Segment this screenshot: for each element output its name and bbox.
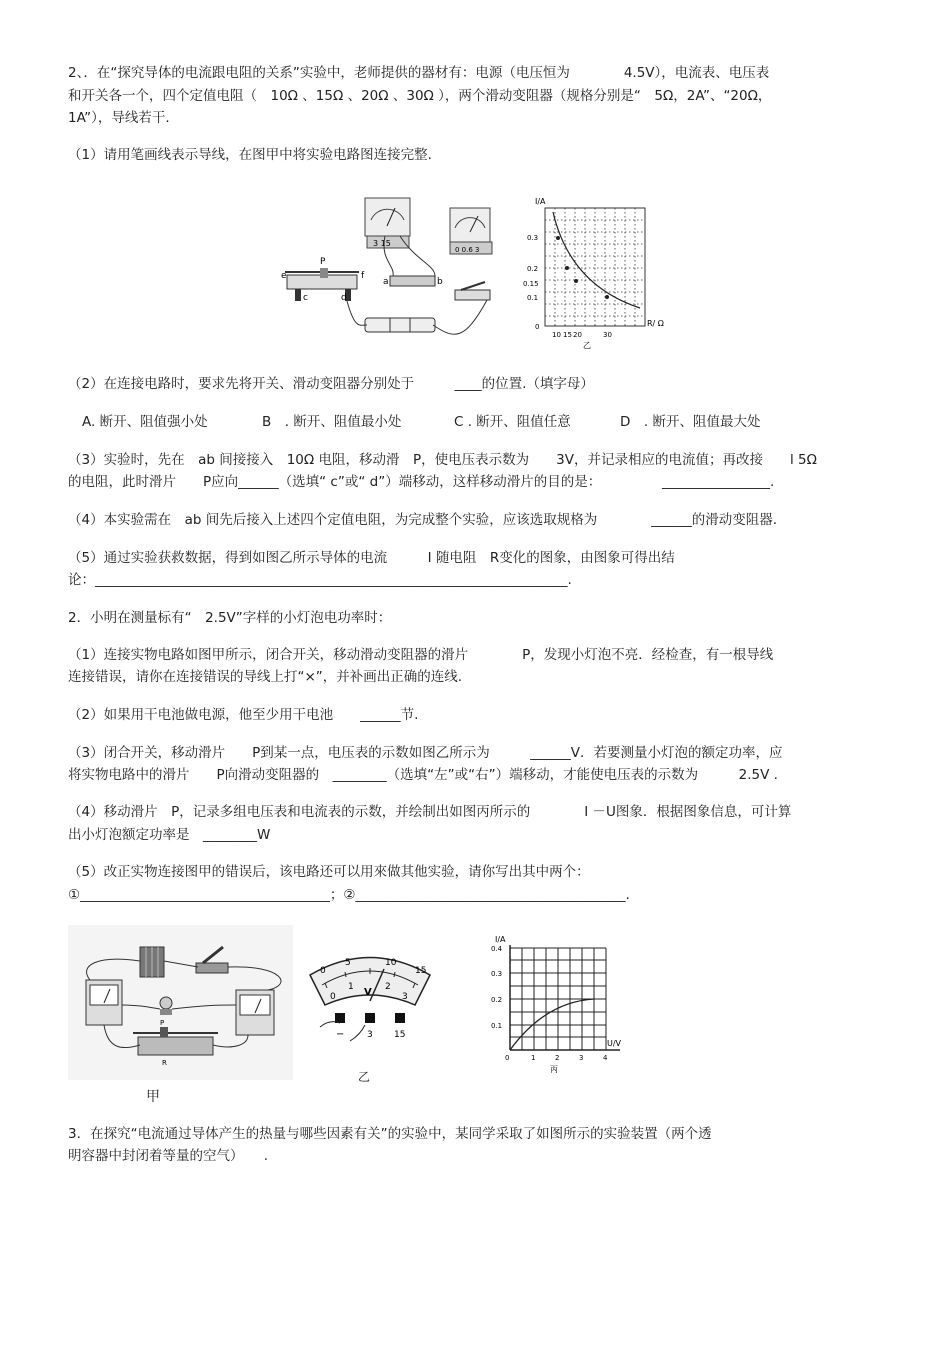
- q1-terminal-b: b: [437, 277, 443, 287]
- q2-graph-x-tick: 1: [531, 1054, 536, 1062]
- q2-ammeter: [236, 990, 274, 1035]
- q2-lamp: [160, 997, 172, 1015]
- q2-dial-bottom-3: 3: [402, 992, 408, 1002]
- q2-dial-bottom-0: 0: [330, 992, 336, 1002]
- q1-graph-curve: [553, 212, 640, 308]
- q2-dial-top-5: 5: [345, 958, 351, 968]
- q2-dial-bottom-2: 2: [385, 982, 391, 992]
- q2-part3-line-2: 将实物电路中的滑片 P向滑动变阻器的 ________（选填“左”或“右”）端移动，才能使电压表的示数为 2.5V .: [68, 767, 778, 783]
- q1-wire: [433, 300, 487, 334]
- q2-graph-grid: [510, 945, 620, 1050]
- q1-graph-caption: 乙: [583, 341, 591, 350]
- q2-graph-x-tick: 3: [579, 1054, 584, 1062]
- q1-terminal-p: P: [320, 257, 326, 267]
- q2-part5-line-2: ①_____________________________________；②________________________________________.: [68, 887, 630, 903]
- q2-terminal-label-3: 3: [367, 1030, 373, 1040]
- q1-ammeter: [450, 208, 492, 254]
- q1-part3-line-1: （3）实验时，先在 ab 间接接入 10Ω 电阻，移动滑 P，使电压表示数为 3V，并记录相应的电流值；再改接 l 5Ω: [68, 452, 817, 468]
- q2-terminal-15: [395, 1013, 405, 1023]
- q2-title: 2．小明在测量标有“ 2.5V”字样的小灯泡电功率时：: [68, 610, 392, 626]
- q2-dial-top-15: 15: [415, 966, 427, 976]
- q2-graph-y-tick: 0.3: [491, 970, 503, 978]
- q2-dial-top-10: 10: [385, 958, 397, 968]
- q1-voltmeter-scale: 3 15: [373, 239, 391, 248]
- q2-dial-bottom-1: 1: [348, 982, 354, 992]
- q2-graph-y-tick: 0.2: [491, 996, 503, 1004]
- q1-part4: （4）本实验需在 ab 间先后接入上述四个定值电阻，为完成整个实验，应该选取规格为 ______的滑动变阻器.: [68, 512, 778, 528]
- q1-graph-y-tick: 0.3: [527, 234, 539, 242]
- q2-graph-x-tick: 0: [505, 1054, 510, 1062]
- q1-part5-line-1: （5）通过实验获救数据，得到如图乙所示导体的电流 I 随电阻 R变化的图象，由图象可得出结: [68, 550, 675, 566]
- q2-graph-x-tick: 4: [603, 1054, 608, 1062]
- q1-terminal-c: c: [303, 293, 308, 303]
- q1-graph-x-tick: 15: [563, 331, 572, 339]
- q1-graph-y-tick: 0.2: [527, 265, 539, 273]
- q1-intro-line-2: 和开关各一个，四个定值电阻（ 10Ω 、15Ω 、20Ω 、30Ω ），两个滑动变阻器（规格分别是“ 5Ω，2A”、“20Ω，: [68, 88, 772, 104]
- q2-graph-y-tick: 0.1: [491, 1022, 503, 1030]
- q1-part1: （1）请用笔画线表示导线，在图甲中将实验电路图连接完整.: [68, 147, 432, 163]
- q2-graph-y-tick: 0.4: [491, 945, 503, 953]
- q1-battery: [365, 318, 435, 332]
- q1-graph-x-tick: 20: [573, 331, 582, 339]
- q2-graph-x-tick: 2: [555, 1054, 560, 1062]
- q1-graph-grid: [545, 208, 645, 326]
- q1-graph-y-label: I/A: [535, 197, 546, 206]
- q1-part3-line-2: 的电阻，此时滑片 P应向______（选填“ c”或“ d”）端移动，这样移动滑片的目的是： ________________.: [68, 474, 775, 490]
- q2-part5-line-1: （5）改正实物连接图甲的错误后，该电路还可以用來做其他实验，请你写出其中两个：: [68, 864, 590, 880]
- q1-terminal-a: a: [383, 277, 389, 287]
- q1-graph-point: [565, 266, 569, 270]
- q3-line-1: 3．在探究“电流通过导体产生的热量与哪些因素有关”的实验中，某同学采取了如图所示的实验装置（两个透: [68, 1126, 712, 1142]
- q2-part1-line-1: （1）连接实物电路如图甲所示，闭合开关，移动滑动变阻器的滑片 P，发现小灯泡不亮．经检查，有一根导线: [68, 647, 774, 663]
- q2-slider-label-r: R: [162, 1059, 167, 1067]
- q2-slider-label-p: P: [160, 1019, 165, 1027]
- q2-voltmeter: [86, 980, 122, 1025]
- q2-circuit-figure: [68, 925, 293, 1080]
- q1-graph-y-tick: 0.1: [527, 294, 539, 302]
- q1-graph-point: [556, 236, 560, 240]
- q1-wire: [347, 301, 367, 325]
- q1-graph-point: [605, 295, 609, 299]
- q2-i-u-graph: [485, 930, 635, 1075]
- q1-graph-x-label: R/ Ω: [647, 319, 664, 328]
- q1-terminal-e: e: [281, 271, 287, 281]
- q1-graph-x-tick: 30: [603, 331, 612, 339]
- q1-rheostat: [281, 257, 365, 303]
- q2-graph-y-label: I/A: [495, 935, 506, 944]
- q2-terminal-3: [365, 1013, 375, 1023]
- q2-part4-line-2: 出小灯泡额定功率是 ________W: [68, 827, 271, 843]
- q1-option-d: D . 断开、阻值最大处: [620, 414, 761, 430]
- q1-i-r-graph: [515, 190, 665, 350]
- q1-part5-line-2: 论：______________________________________________________________________.: [68, 572, 572, 588]
- q1-part2: （2）在连接电路时，要求先将开关、滑动变阻器分别处于 ____的位置.（填字母）: [68, 376, 594, 392]
- q2-part2: （2）如果用干电池做电源，他至少用干电池 ______节.: [68, 707, 419, 723]
- q3-line-2: 明容器中封闭着等量的空气） .: [68, 1148, 269, 1164]
- q2-part1-line-2: 连接错误，请你在连接错误的导线上打“×”，并补画出正确的连线.: [68, 669, 463, 685]
- q2-dial-top-0: 0: [320, 966, 326, 976]
- q1-terminal-d: d: [341, 293, 347, 303]
- q1-graph-y-tick: 0.15: [523, 280, 539, 288]
- q2-terminal-label-neg: −: [336, 1029, 345, 1040]
- q1-option-c: C . 断开、阻值任意: [454, 414, 571, 430]
- q2-part3-line-1: （3）闭合开关，移动滑片 P到某一点，电压表的示数如图乙所示为 ______V．若要测量小灯泡的额定功率，应: [68, 745, 783, 761]
- q2-voltmeter-dial: [300, 945, 440, 1055]
- q1-circuit-figure: [275, 190, 500, 350]
- q1-fixed-resistor: [383, 276, 443, 287]
- q1-terminal-f: f: [361, 271, 365, 281]
- q2-part4-line-1: （4）移动滑片 P，记录多组电压表和电流表的示数，并绘制出如图丙所示的 I －U图象．根据图象信息，可计算: [68, 804, 792, 820]
- q2-caption-jia: 甲: [146, 1089, 160, 1105]
- q2-battery: [140, 947, 164, 977]
- q1-option-b: B . 断开、阻值最小处: [262, 414, 402, 430]
- q2-graph-x-label: U/V: [607, 1039, 622, 1048]
- q1-intro-line-1: 2、．在“探究导体的电流跟电阻的关系”实验中，老师提供的器材有：电源（电压恒为 4.5V），电流表、电压表: [68, 65, 770, 81]
- q2-dial-unit: V: [364, 987, 372, 998]
- q1-graph-point: [574, 279, 578, 283]
- q1-switch: [455, 282, 490, 300]
- q1-option-a: A. 断开、阻值强小处: [82, 414, 208, 430]
- q1-graph-y-tick: 0: [535, 323, 540, 331]
- q2-graph-caption: 丙: [550, 1065, 558, 1074]
- q2-caption-yi: 乙: [358, 1070, 371, 1084]
- q1-intro-line-3: 1A”），导线若干.: [68, 110, 170, 126]
- q2-terminal-label-15: 15: [394, 1030, 406, 1040]
- q1-ammeter-scale: 0 0.6 3: [455, 246, 480, 254]
- q1-graph-x-tick: 10: [552, 331, 561, 339]
